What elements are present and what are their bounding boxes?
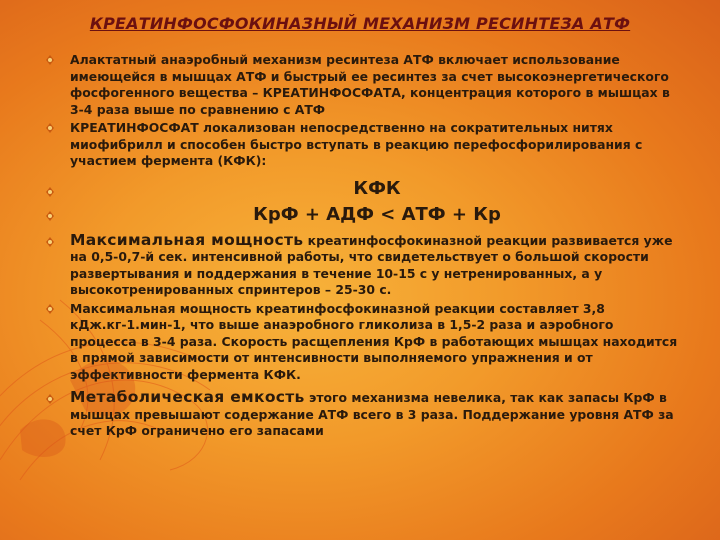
reaction-equation: [70, 202, 684, 228]
lead-continuation: этого механизма невелика, так как: [309, 390, 564, 405]
paragraph-text: [70, 232, 684, 299]
paragraph-max-power-value: [44, 301, 684, 384]
page-title: КРЕАТИНФОСФОКИНАЗНЫЙ МЕХАНИЗМ РЕСИНТЕЗА АТФ: [89, 14, 631, 33]
reaction-text: КрФ + АДФ < АТФ + Кр: [253, 203, 501, 225]
bullet-icon: [44, 210, 56, 222]
paragraph-creatine-phosphate: [44, 120, 684, 170]
bullet-icon: [44, 393, 56, 405]
bullet-icon: [44, 303, 56, 315]
paragraph-text: Максимальная мощность креатинфосфокиназной реакции составляет 3,8 кДж.кг-1.мин-1, что выше анаэробного гликолиза в 1,5-2 раза и аэробного процесса в 3-4 раза. Скорость расщепления КрФ в работающих мышцах находится в прямой зависимости от интенсивности выполняемого упражнения и от эффективности фермента КФК.: [70, 300, 678, 382]
formula-reaction-line: [44, 202, 684, 228]
body-text: запасы КрФ в мышцах превышают содержание АТФ всего в 3 раза. Поддержание уровня АТФ за счет КрФ ограничено его запасами: [70, 390, 674, 438]
formula-enzyme-line: [44, 176, 684, 202]
emphasis-lead: Максимальная мощность: [70, 230, 304, 249]
lead-continuation: креатинфосфокиназной реакции: [307, 232, 547, 248]
emphasis-lead: Метаболическая емкость: [70, 388, 305, 406]
bullet-icon: [44, 236, 56, 248]
bullet-icon: [44, 186, 56, 198]
paragraph-text: КРЕАТИНФОСФАТ локализован непосредственно на сократительных нитях миофибрилл и способен быстро вступать в реакцию перефосфорилирования с участием фермента (КФК):: [70, 120, 643, 168]
bullet-icon: [44, 122, 56, 134]
paragraph-capacity: [44, 389, 684, 440]
bullet-icon: [44, 54, 56, 66]
paragraph-intro: [44, 52, 684, 118]
enzyme-label: КФК: [353, 177, 401, 199]
paragraph-text: [70, 389, 684, 440]
paragraph-max-power: [44, 232, 684, 299]
content-area: [44, 52, 684, 440]
paragraph-text: Алактатный анаэробный механизм ресинтеза АТФ включает использование имеющейся в мышцах АТФ и быстрый ее ресинтез за счет высокоэнергетического фосфогенного вещества – КРЕАТИНФОСФАТА, концентрация которого в мышцах в 3-4 раза выше по сравнению с АТФ: [70, 52, 670, 117]
body-text: развивается уже на 0,5-0,7-й сек. интенсивной работы, что свидетельствует о большой скорости развертывания и поддержания в течение 10-15 с у нетренированных, а у высокотренированных спринтеров – 25-30 с.: [70, 232, 673, 297]
